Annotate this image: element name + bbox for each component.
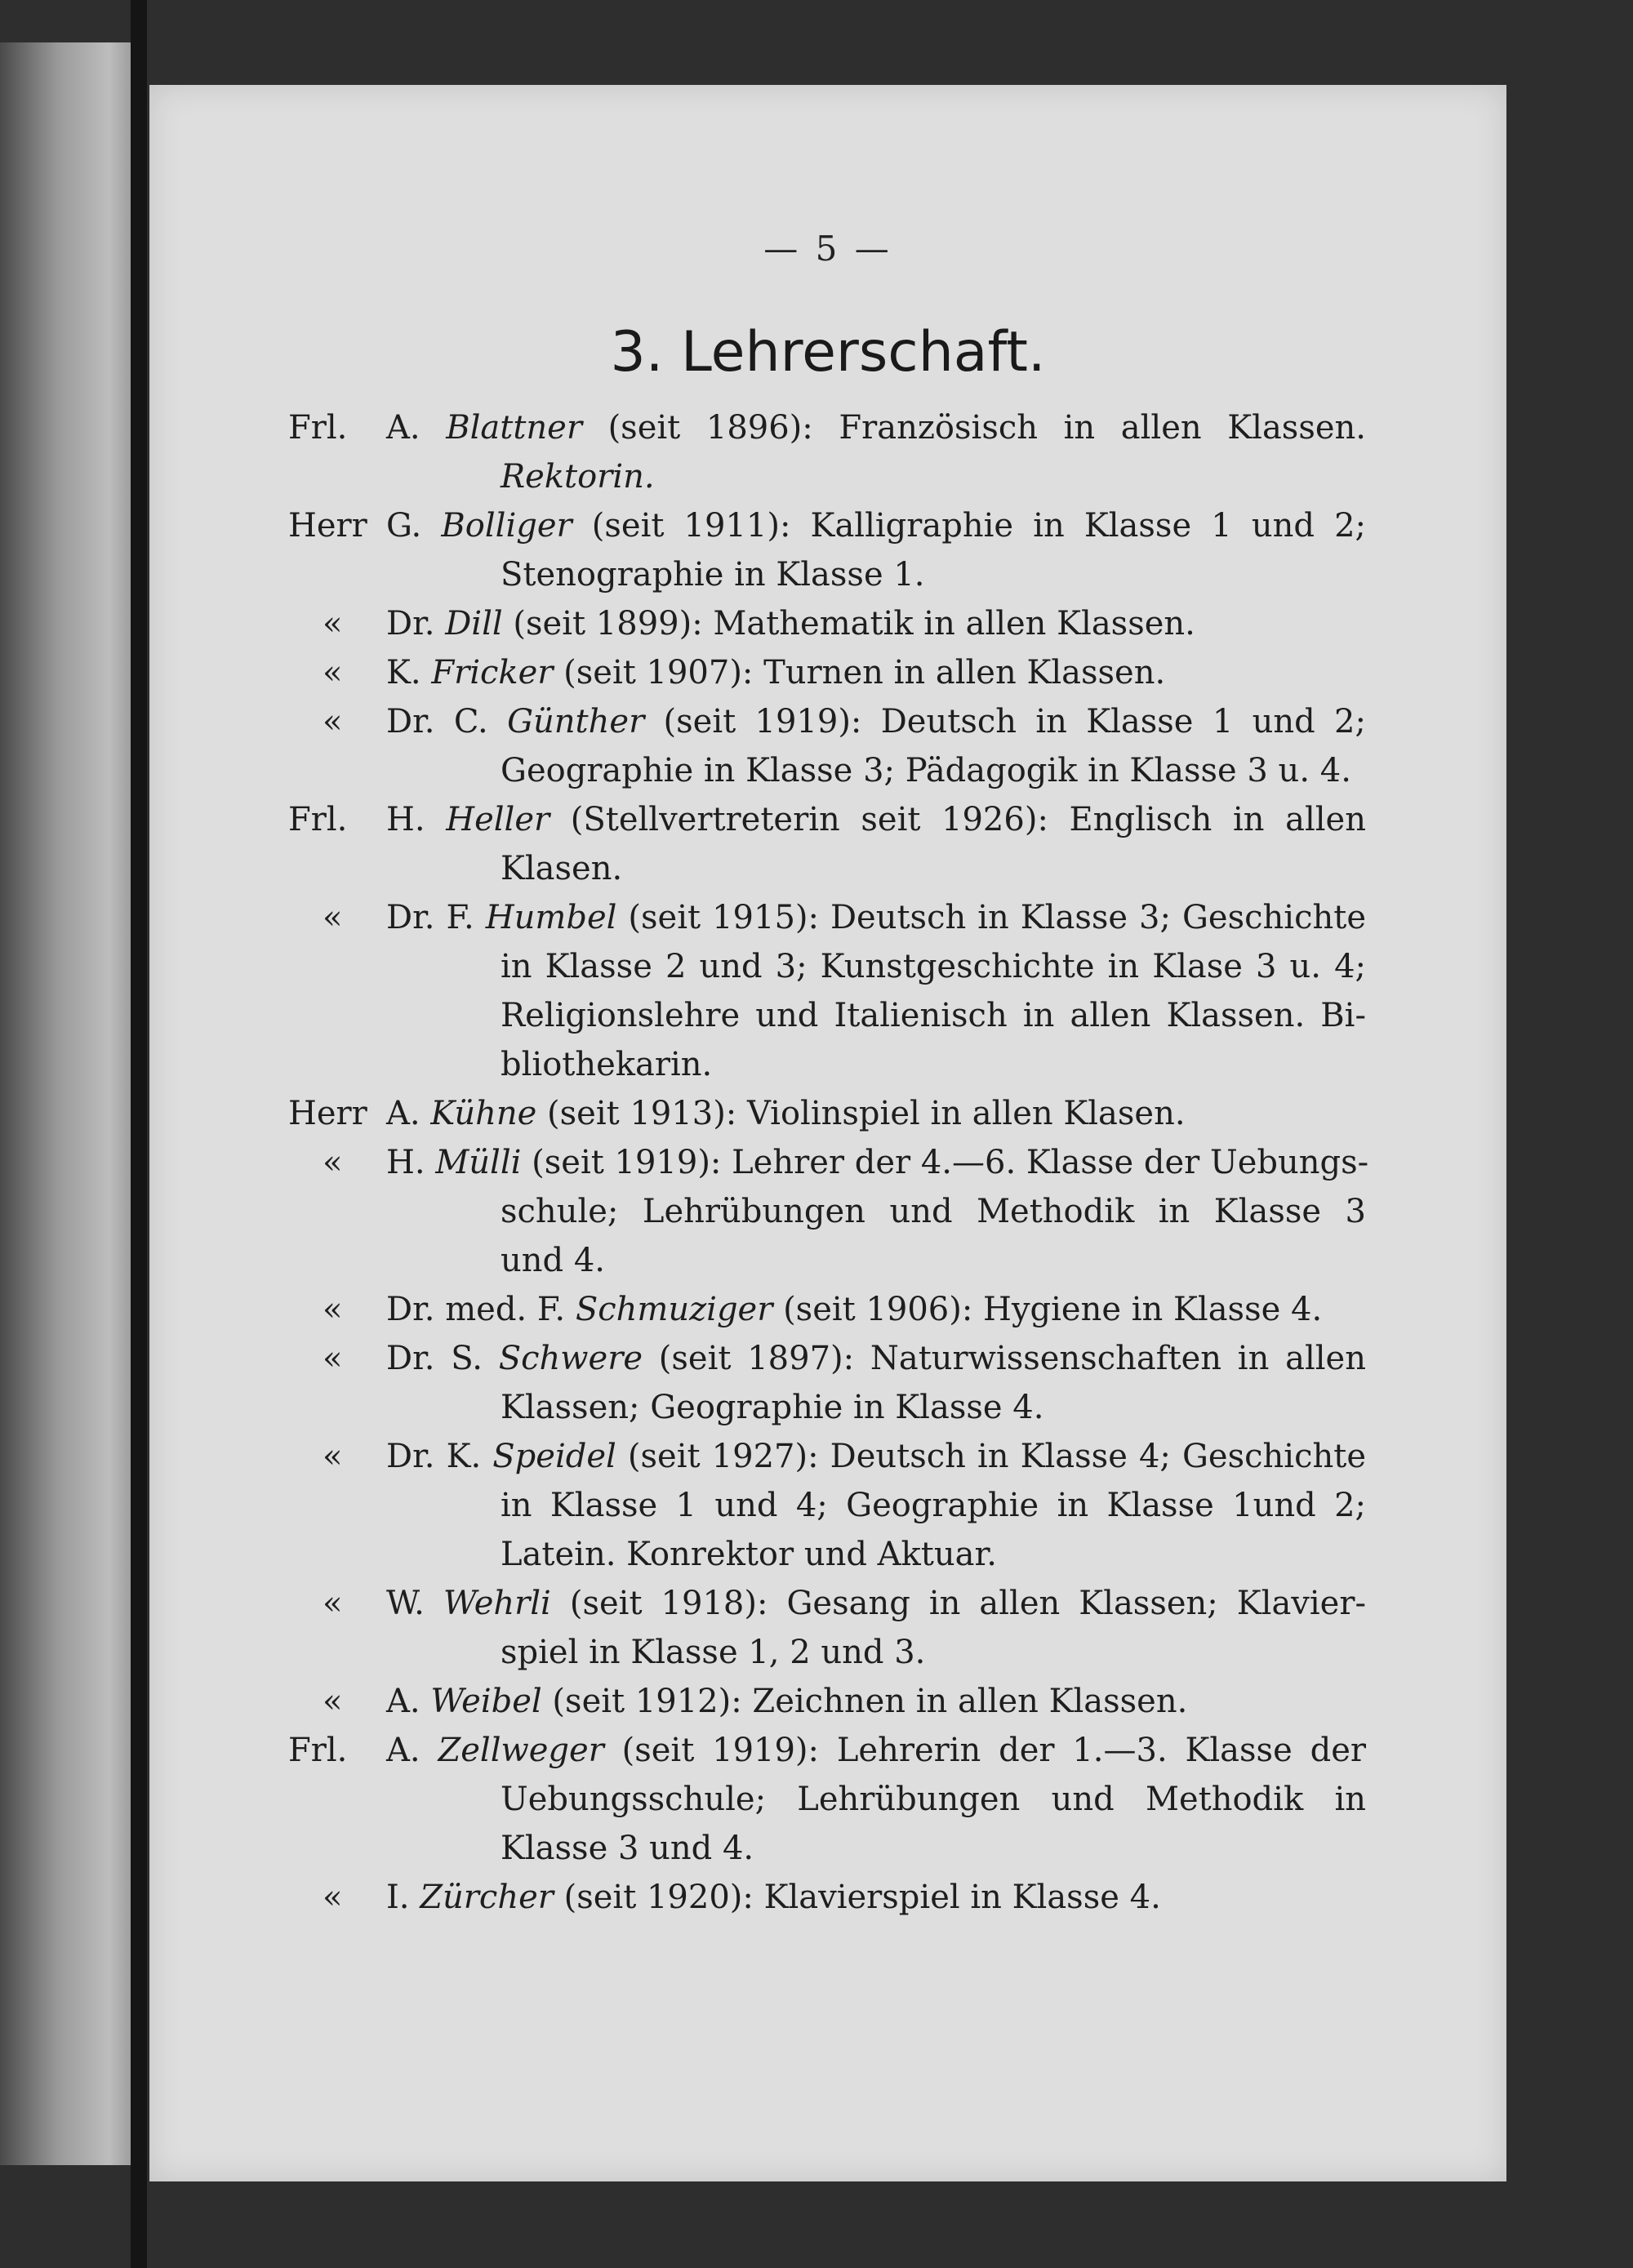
teacher-entry — [149, 403, 1506, 501]
entry-continuation-line — [501, 746, 1366, 795]
continuation-text: in Klasse 2 und 3; Kunstgeschichte in Klase 3 u. 4; — [501, 948, 1366, 985]
entry-initials: H. — [386, 1144, 436, 1181]
ditto-mark: « — [323, 1438, 343, 1475]
entry-initials: Dr. F. — [386, 899, 486, 936]
entry-first-line — [386, 893, 1366, 942]
teacher-list — [149, 403, 1506, 1922]
teacher-entry — [149, 1334, 1506, 1432]
entry-continuation-line — [501, 1628, 1366, 1677]
ditto-mark: « — [323, 703, 343, 740]
title-prefix: Herr — [288, 507, 367, 545]
teacher-entry — [149, 1432, 1506, 1579]
ditto-mark: « — [323, 899, 343, 936]
entry-description: (seit 1919): Lehrer der 4.—6. Klasse der Uebungs- — [521, 1144, 1369, 1181]
entry-first-line — [386, 403, 1366, 452]
entry-description: (seit 1907): Turnen in allen Klassen. — [553, 654, 1166, 692]
teacher-entry — [149, 893, 1506, 1089]
entry-continuation-line — [501, 452, 1366, 501]
continuation-italic: Rektorin. — [501, 458, 655, 496]
ditto-mark: « — [323, 654, 343, 692]
teacher-entry — [149, 1677, 1506, 1726]
continuation-text: spiel in Klasse 1, 2 und 3. — [501, 1634, 926, 1671]
teacher-name: Kühne — [430, 1095, 537, 1132]
continuation-text: bliothekarin. — [501, 1046, 713, 1083]
teacher-entry — [149, 795, 1506, 893]
teacher-name: Zellweger — [438, 1732, 604, 1769]
continuation-text: und 4. — [501, 1242, 606, 1279]
continuation-text: Klasen. — [501, 850, 623, 887]
entry-continuation-line — [501, 1187, 1366, 1236]
entry-continuation-line — [501, 942, 1366, 991]
entry-first-line — [386, 1432, 1366, 1481]
entry-description: (Stellvertreterin seit 1926): Englisch in allen — [550, 801, 1366, 838]
teacher-entry — [149, 1138, 1506, 1285]
entry-continuation-line — [501, 1824, 1366, 1873]
continuation-text: Stenographie in Klasse 1. — [501, 556, 925, 594]
teacher-entry — [149, 1726, 1506, 1873]
entry-initials: A. — [386, 1732, 438, 1769]
teacher-name: Bolliger — [441, 507, 572, 545]
teacher-entry — [149, 501, 1506, 599]
continuation-text: Geographie in Klasse 3; Pädagogik in Klasse 3 u. 4. — [501, 752, 1351, 789]
teacher-entry — [149, 1873, 1506, 1922]
book-page — [149, 85, 1506, 2181]
ditto-mark: « — [323, 1879, 343, 1916]
continuation-text: in Klasse 1 und 4; Geographie in Klasse 1und 2; — [501, 1487, 1366, 1524]
entry-description: (seit 1897): Naturwissenschaften in allen — [643, 1340, 1366, 1377]
book-gutter — [131, 0, 147, 2268]
entry-description: (seit 1927): Deutsch in Klasse 4; Geschichte — [616, 1438, 1366, 1475]
entry-continuation-line — [501, 1383, 1366, 1432]
entry-initials: G. — [386, 507, 442, 545]
entry-first-line — [386, 1285, 1366, 1334]
entry-initials: Dr. S. — [386, 1340, 499, 1377]
entry-continuation-line — [501, 1040, 1366, 1089]
teacher-entry — [149, 1285, 1506, 1334]
entry-description: (seit 1918): Gesang in allen Klassen; Klavier- — [550, 1585, 1366, 1622]
ditto-mark: « — [323, 1144, 343, 1181]
section-title: 3. Lehrerschaft. — [610, 320, 1046, 385]
entry-initials: A. — [386, 1095, 431, 1132]
entry-description: (seit 1913): Violinspiel in allen Klasen. — [536, 1095, 1186, 1132]
entry-description: (seit 1920): Klavierspiel in Klasse 4. — [553, 1879, 1161, 1916]
entry-first-line — [386, 795, 1366, 844]
teacher-name: Mülli — [435, 1144, 522, 1181]
entry-initials: I. — [386, 1879, 420, 1916]
teacher-name: Weibel — [430, 1683, 542, 1720]
entry-first-line — [386, 1579, 1366, 1628]
ditto-mark: « — [323, 1291, 343, 1328]
ditto-mark: « — [323, 1683, 343, 1720]
teacher-name: Heller — [446, 801, 550, 838]
entry-initials: Dr. — [386, 605, 446, 643]
entry-continuation-line — [501, 1775, 1366, 1824]
teacher-name: Günther — [507, 703, 645, 740]
title-prefix: Frl. — [288, 1732, 348, 1769]
entry-description: (seit 1899): Mathematik in allen Klassen. — [502, 605, 1195, 643]
entry-continuation-line — [501, 1530, 1366, 1579]
teacher-name: Speidel — [492, 1438, 616, 1475]
entry-initials: Dr. C. — [386, 703, 508, 740]
ditto-mark: « — [323, 1585, 343, 1622]
entry-description: (seit 1896): Französisch in allen Klassen. — [581, 409, 1366, 447]
entry-first-line — [386, 697, 1366, 746]
teacher-name: Dill — [445, 605, 503, 643]
entry-first-line — [386, 1089, 1366, 1138]
entry-description: (seit 1919): Lehrerin der 1.—3. Klasse der — [603, 1732, 1366, 1769]
teacher-name: Schwere — [498, 1340, 643, 1377]
entry-description: (seit 1919): Deutsch in Klasse 1 und 2; — [644, 703, 1366, 740]
teacher-entry — [149, 648, 1506, 697]
entry-first-line — [386, 1334, 1366, 1383]
entry-initials: Dr. K. — [386, 1438, 493, 1475]
ditto-mark: « — [323, 1340, 343, 1377]
entry-description: (seit 1911): Kalligraphie in Klasse 1 und 2; — [572, 507, 1366, 545]
entry-initials: A. — [386, 409, 447, 447]
entry-first-line — [386, 1873, 1366, 1922]
entry-initials: W. — [386, 1585, 443, 1622]
entry-continuation-line — [501, 991, 1366, 1040]
entry-first-line — [386, 1726, 1366, 1775]
entry-initials: H. — [386, 801, 447, 838]
entry-initials: K. — [386, 654, 432, 692]
entry-continuation-line — [501, 844, 1366, 893]
teacher-entry — [149, 697, 1506, 795]
continuation-text: Uebungsschule; Lehrübungen und Methodik in — [501, 1781, 1366, 1818]
page-number: — 5 — — [763, 229, 892, 269]
teacher-name: Fricker — [431, 654, 554, 692]
entry-description: (seit 1915): Deutsch in Klasse 3; Geschichte — [616, 899, 1367, 936]
teacher-entry — [149, 1579, 1506, 1677]
teacher-name: Schmuziger — [575, 1291, 773, 1328]
teacher-entry — [149, 599, 1506, 648]
entry-continuation-line — [501, 1236, 1366, 1285]
entry-initials: Dr. med. F. — [386, 1291, 576, 1328]
entry-first-line — [386, 648, 1366, 697]
entry-initials: A. — [386, 1683, 431, 1720]
entry-first-line — [386, 501, 1366, 550]
title-prefix: Herr — [288, 1095, 367, 1132]
entry-first-line — [386, 1677, 1366, 1726]
entry-description: (seit 1912): Zeichnen in allen Klassen. — [541, 1683, 1188, 1720]
continuation-text: schule; Lehrübungen und Methodik in Klasse 3 — [501, 1193, 1366, 1230]
teacher-name: Humbel — [485, 899, 617, 936]
teacher-name: Wehrli — [443, 1585, 551, 1622]
teacher-name: Zürcher — [420, 1879, 554, 1916]
title-prefix: Frl. — [288, 409, 348, 447]
facing-page-edge — [0, 42, 145, 2165]
entry-continuation-line — [501, 550, 1366, 599]
continuation-text: Religionslehre und Italienisch in allen Klassen. Bi- — [501, 997, 1366, 1034]
continuation-text: Latein. Konrektor und Aktuar. — [501, 1536, 997, 1573]
teacher-entry — [149, 1089, 1506, 1138]
entry-first-line — [386, 599, 1366, 648]
entry-description: (seit 1906): Hygiene in Klasse 4. — [772, 1291, 1323, 1328]
ditto-mark: « — [323, 605, 343, 643]
title-prefix: Frl. — [288, 801, 348, 838]
continuation-text: Klassen; Geographie in Klasse 4. — [501, 1389, 1044, 1426]
teacher-name: Blattner — [446, 409, 582, 447]
entry-continuation-line — [501, 1481, 1366, 1530]
continuation-text: Klasse 3 und 4. — [501, 1830, 754, 1867]
entry-first-line — [386, 1138, 1369, 1187]
